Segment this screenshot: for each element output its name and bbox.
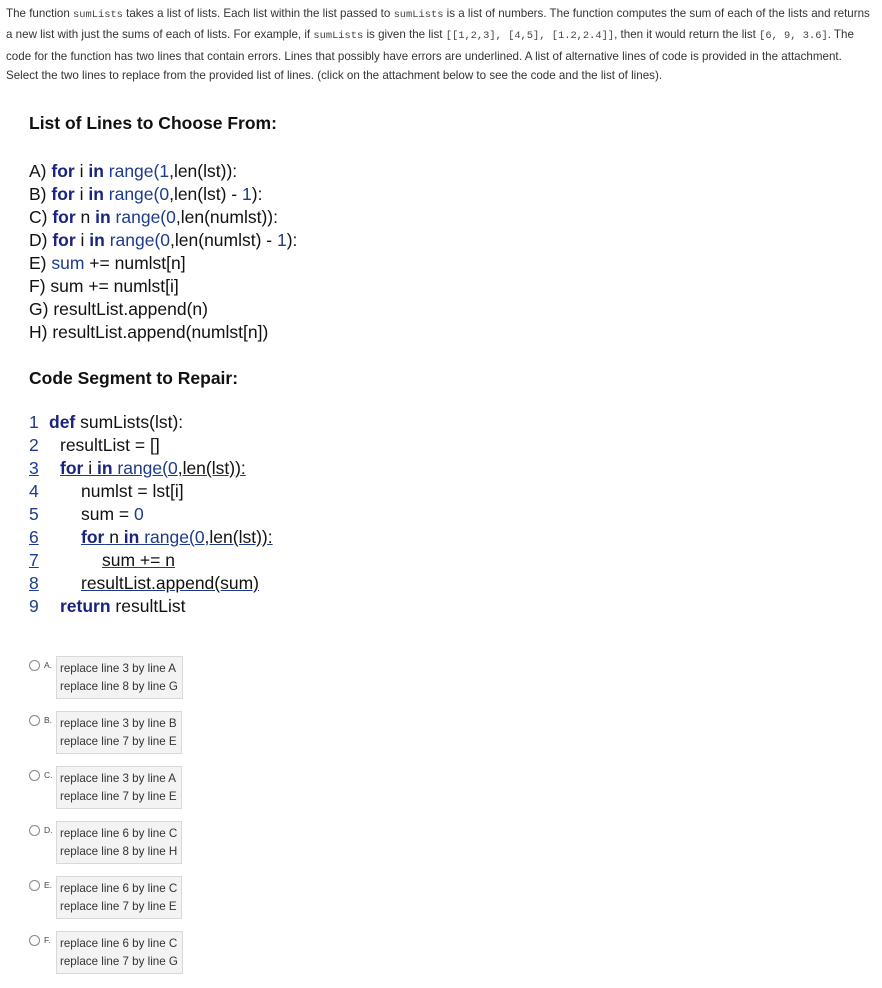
choice-letter: B. <box>44 715 53 725</box>
radio-button[interactable] <box>29 935 40 946</box>
code-inline: [[1,2,3], [4,5], [1.2,2.4]] <box>445 30 615 43</box>
choice-text[interactable]: replace line 6 by line C replace line 7 by line E <box>56 876 182 919</box>
question-text <box>6 4 876 85</box>
line-option-g: G) resultList.append(n) <box>29 299 208 319</box>
choice-letter: F. <box>44 935 51 945</box>
question-fragment: takes a list of lists. Each list within the list passed to <box>122 7 394 20</box>
code-line-9: 9 return resultList <box>29 596 186 616</box>
choice-text[interactable]: replace line 6 by line C replace line 7 by line G <box>56 931 183 974</box>
choice-text[interactable]: replace line 3 by line A replace line 8 by line G <box>56 656 183 699</box>
question-fragment: is a list of numbers. The function computes the sum of each of the lists and returns a new list with just the sums of each of lists. For example, if <box>6 7 870 42</box>
code-line-5: 5 sum = 0 <box>29 504 144 524</box>
radio-button[interactable] <box>29 880 40 891</box>
answer-choice-a[interactable] <box>29 656 183 699</box>
code-line-1: 1 def sumLists(lst): <box>29 412 184 432</box>
code-inline: sumLists <box>313 30 364 43</box>
line-option-c: C) for n in range(0,len(numlst)): <box>29 207 278 227</box>
choice-letter: D. <box>44 825 53 835</box>
radio-button[interactable] <box>29 770 40 781</box>
line-option-f: F) sum += numlst[i] <box>29 276 179 296</box>
radio-button[interactable] <box>29 715 40 726</box>
radio-button[interactable] <box>29 660 40 671</box>
question-fragment: , then it would return the list <box>614 28 760 42</box>
code-line-8: 8 resultList.append(sum) <box>29 573 259 593</box>
line-option-a: A) for i in range(1,len(lst)): <box>29 161 238 181</box>
choice-letter: A. <box>44 660 53 670</box>
answer-choice-d[interactable] <box>29 821 182 864</box>
code-line-6: 6 for n in range( 0 ,len(lst)): <box>29 527 273 547</box>
code-line-7: 7 sum += n <box>29 550 175 570</box>
line-option-e: E) sum += numlst[n] <box>29 253 186 273</box>
lines-heading: List of Lines to Choose From: <box>29 113 277 133</box>
answer-choice-e[interactable] <box>29 876 182 919</box>
code-inline: [6, 9, 3.6] <box>759 30 828 43</box>
choice-text[interactable]: replace line 3 by line A replace line 7 by line E <box>56 766 182 809</box>
choice-letter: C. <box>44 770 53 780</box>
question-fragment: is given the list <box>363 28 446 42</box>
question-fragment: . The code for the function has two lines that contain errors. Lines that possibly have errors are underlined. A list of alternative lines of code is provided in the attachment. Select the two lines to replace from the provided list of lines. (click on the attachment below to see the code and the list of lines). <box>6 28 854 82</box>
choice-letter: E. <box>44 880 53 890</box>
code-line-4: 4 numlst = lst[i] <box>29 481 184 501</box>
lines-list <box>29 160 297 344</box>
line-option-b: B) for i in range(0,len(lst) - 1): <box>29 184 263 204</box>
choice-text[interactable]: replace line 6 by line C replace line 8 by line H <box>56 821 182 864</box>
choice-text[interactable]: replace line 3 by line B replace line 7 by line E <box>56 711 182 754</box>
radio-button[interactable] <box>29 825 40 836</box>
line-option-h: H) resultList.append(numlst[n]) <box>29 322 269 342</box>
code-line-3: 3 for i in range( 0 ,len(lst)): <box>29 458 246 478</box>
question-fragment: The function <box>6 7 74 20</box>
code-inline: sumLists <box>393 9 444 21</box>
answer-choice-b[interactable] <box>29 711 182 754</box>
answer-choice-c[interactable] <box>29 766 182 809</box>
code-block <box>29 411 273 618</box>
answer-choice-f[interactable] <box>29 931 183 974</box>
code-line-2: 2 resultList = [] <box>29 435 160 455</box>
code-inline: sumLists <box>73 9 123 21</box>
code-heading: Code Segment to Repair: <box>29 368 239 388</box>
line-option-d: D) for i in range(0,len(numlst) - 1): <box>29 230 298 250</box>
